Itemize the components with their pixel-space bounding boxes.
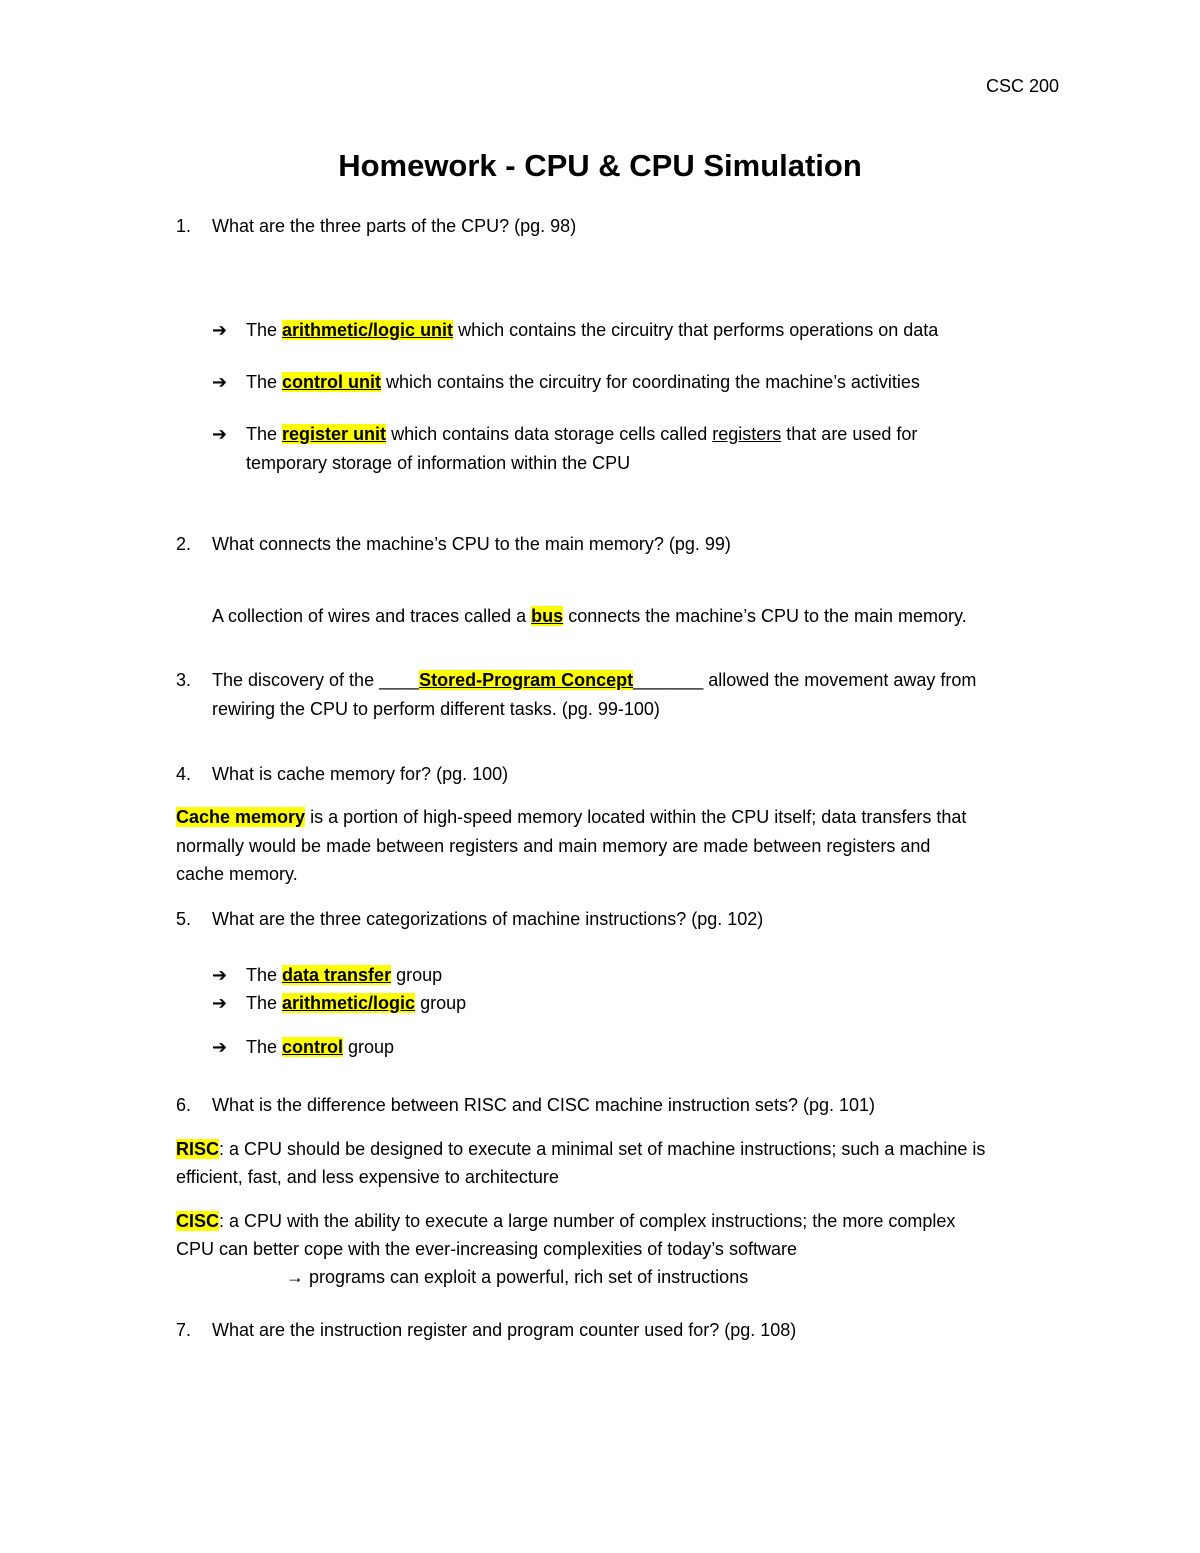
question-text: What are the instruction register and program counter used for? (pg. 108) (212, 1320, 797, 1340)
answer-text: : a CPU should be designed to execute a minimal set of machine instructions; such a machine is (219, 1139, 986, 1159)
q6-cisc-line-2: CPU can better cope with the ever-increasing complexities of today’s software (176, 1239, 797, 1259)
answer-keyword: RISC (176, 1139, 220, 1159)
question-5 (176, 907, 763, 931)
q4-answer-line-3: cache memory. (176, 864, 298, 884)
question-text: What is the difference between RISC and CISC machine instruction sets? (pg. 101) (212, 1095, 876, 1115)
arrow-right-icon: ➔ (212, 1037, 228, 1057)
answer-keyword: arithmetic/logic (282, 993, 416, 1013)
q2-answer (212, 604, 967, 628)
page-title: Homework - CPU & CPU Simulation (338, 148, 862, 183)
answer-text: The (246, 424, 283, 444)
question-3-cont: rewiring the CPU to perform different tasks. (pg. 99-100) (212, 699, 660, 719)
answer-text: that are used for (781, 424, 918, 444)
question-number: 7. (176, 1320, 192, 1340)
answer-keyword: Stored-Program Concept (419, 670, 634, 690)
question-text: _______ allowed the movement away from (633, 670, 977, 690)
question-text: What are the three categorizations of machine instructions? (pg. 102) (212, 909, 764, 929)
answer-text: The (246, 320, 283, 340)
answer-text: : a CPU with the ability to execute a large number of complex instructions; the more complex (219, 1211, 956, 1231)
question-text: What are the three parts of the CPU? (pg. 98) (212, 216, 577, 236)
question-7 (176, 1318, 796, 1342)
answer-text: A collection of wires and traces called a (212, 606, 532, 626)
arrow-right-icon: ➔ (212, 424, 228, 444)
answer-text: which contains the circuitry for coordinating the machine’s activities (381, 372, 920, 392)
answer-text: group (343, 1037, 395, 1057)
q6-cisc-line-1 (176, 1209, 955, 1233)
q6-cisc-line-3 (286, 1265, 748, 1289)
answer-keyword: arithmetic/logic unit (282, 320, 454, 340)
question-6 (176, 1093, 875, 1117)
arrow-right-icon: ➔ (212, 372, 228, 392)
question-1 (176, 214, 576, 238)
question-number: 5. (176, 909, 192, 929)
answer-keyword: bus (531, 606, 564, 626)
question-3 (176, 668, 976, 692)
answer-text: programs can exploit a powerful, rich set of instructions (304, 1267, 749, 1287)
q6-risc-line-2: efficient, fast, and less expensive to architecture (176, 1167, 559, 1187)
q1-answer-register-unit-cont: temporary storage of information within the CPU (246, 453, 631, 473)
answer-keyword: control unit (282, 372, 382, 392)
answer-text: which contains the circuitry that performs operations on data (453, 320, 939, 340)
answer-text: group (415, 993, 467, 1013)
answer-text: The (246, 965, 283, 985)
q4-answer-line-2: normally would be made between registers and main memory are made between registers and (176, 836, 931, 856)
answer-text: which contains data storage cells called (386, 424, 713, 444)
course-code: CSC 200 (986, 76, 1060, 96)
question-text: The discovery of the ____ (212, 670, 420, 690)
question-number: 1. (176, 216, 192, 236)
arrow-right-icon: ➔ (212, 993, 228, 1013)
q6-risc-line-1 (176, 1137, 985, 1161)
question-2 (176, 532, 731, 556)
answer-text: The (246, 993, 283, 1013)
q5-answer-arithmetic-logic (212, 991, 466, 1015)
answer-text: is a portion of high-speed memory located within the CPU itself; data transfers that (305, 807, 967, 827)
q1-answer-control-unit (212, 370, 920, 394)
answer-text: connects the machine’s CPU to the main memory. (563, 606, 967, 626)
arrow-right-icon: ➔ (212, 320, 228, 340)
question-4 (176, 762, 508, 786)
question-number: 6. (176, 1095, 192, 1115)
arrow-right-icon: → (286, 1267, 304, 1287)
question-text: What is cache memory for? (pg. 100) (212, 764, 509, 784)
answer-text: The (246, 1037, 283, 1057)
q1-answer-alu (212, 318, 938, 342)
answer-keyword: data transfer (282, 965, 392, 985)
answer-text: The (246, 372, 283, 392)
answer-keyword: control (282, 1037, 344, 1057)
question-number: 4. (176, 764, 192, 784)
q1-answer-register-unit (212, 422, 917, 446)
answer-keyword: register unit (282, 424, 387, 444)
q4-answer-line-1 (176, 805, 966, 829)
answer-text: group (391, 965, 443, 985)
question-number: 3. (176, 670, 192, 690)
answer-keyword: Cache memory (176, 807, 306, 827)
arrow-right-icon: ➔ (212, 965, 228, 985)
q5-answer-data-transfer (212, 963, 442, 987)
answer-term: registers (712, 424, 782, 444)
answer-keyword: CISC (176, 1211, 220, 1231)
question-number: 2. (176, 534, 192, 554)
q5-answer-control (212, 1035, 394, 1059)
question-text: What connects the machine’s CPU to the main memory? (pg. 99) (212, 534, 731, 554)
